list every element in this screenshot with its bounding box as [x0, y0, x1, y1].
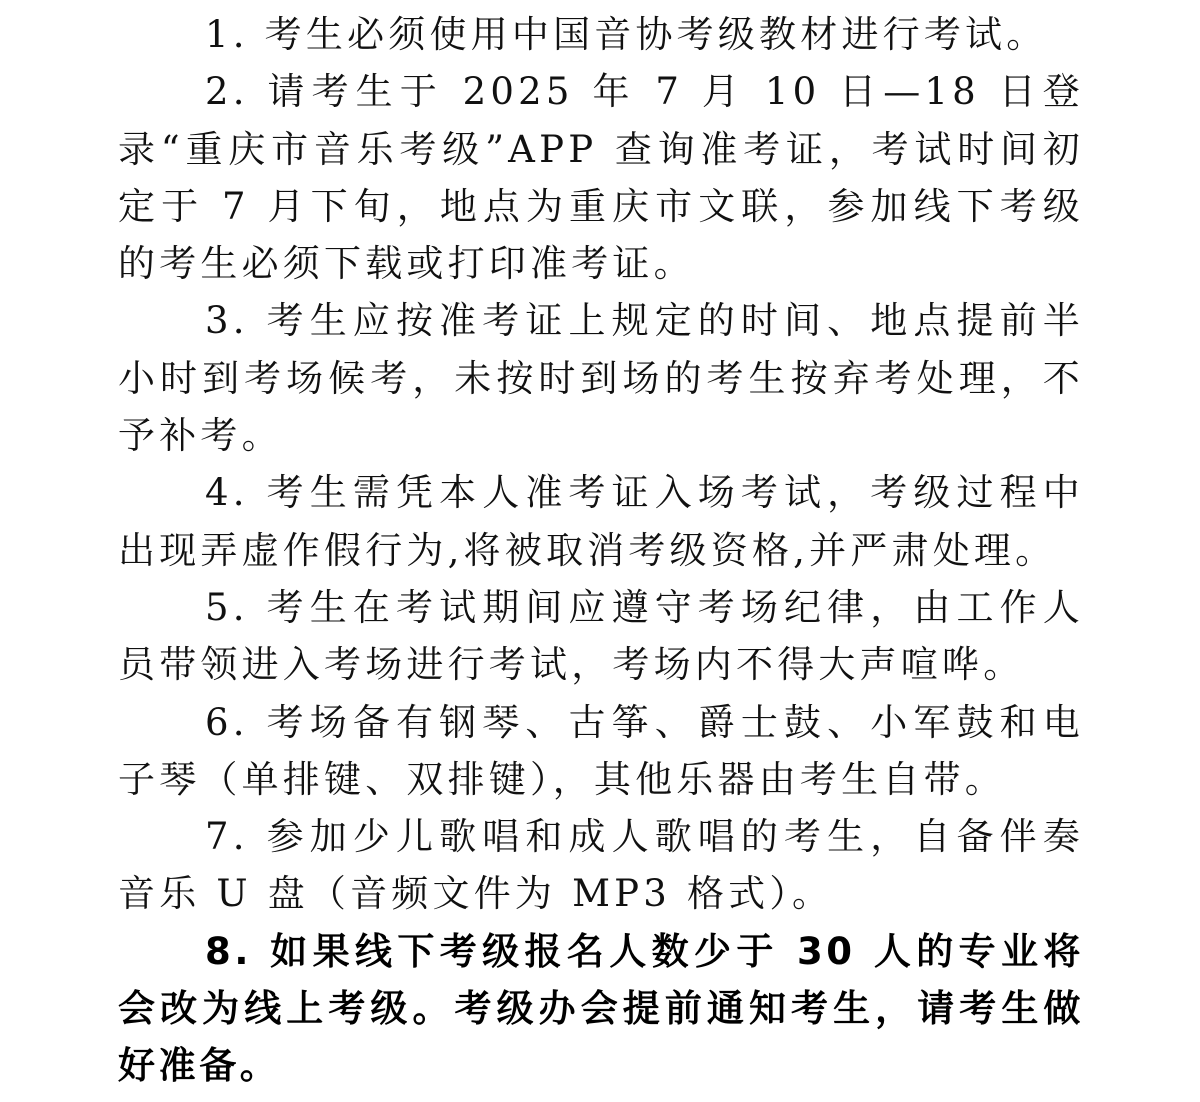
- notice-item-2: 2. 请考生于 2025 年 7 月 10 日—18 日登录“重庆市音乐考级”APP 查询准考证，考试时间初定于 7 月下旬，地点为重庆市文联，参加线下考级的考生必须下载或打印准考证。: [118, 70, 1084, 286]
- notice-item-7: 7. 参加少儿歌唱和成人歌唱的考生，自备伴奏音乐 U 盘（音频文件为 MP3 格式）。: [118, 815, 1084, 916]
- notice-item-6: 6. 考场备有钢琴、古筝、爵士鼓、小军鼓和电子琴（单排键、双排键），其他乐器由考生自带。: [118, 700, 1084, 801]
- notice-item-1: 1. 考生必须使用中国音协考级教材进行考试。: [205, 13, 1048, 56]
- notice-list: [118, 6, 1084, 1095]
- notice-item-8: 8. 如果线下考级报名人数少于 30 人的专业将会改为线上考级。考级办会提前通知考生，请考生做好准备。: [118, 929, 1084, 1088]
- notice-item-3: 3. 考生应按准考证上规定的时间、地点提前半小时到考场候考，未按时到场的考生按弃考处理，不予补考。: [118, 299, 1084, 458]
- notice-item-5: 5. 考生在考试期间应遵守考场纪律，由工作人员带领进入考场进行考试，考场内不得大声喧哗。: [118, 585, 1084, 687]
- notice-item-4: 4. 考生需凭本人准考证入场考试，考级过程中出现弄虚作假行为,将被取消考级资格,并严肃处理。: [118, 471, 1084, 572]
